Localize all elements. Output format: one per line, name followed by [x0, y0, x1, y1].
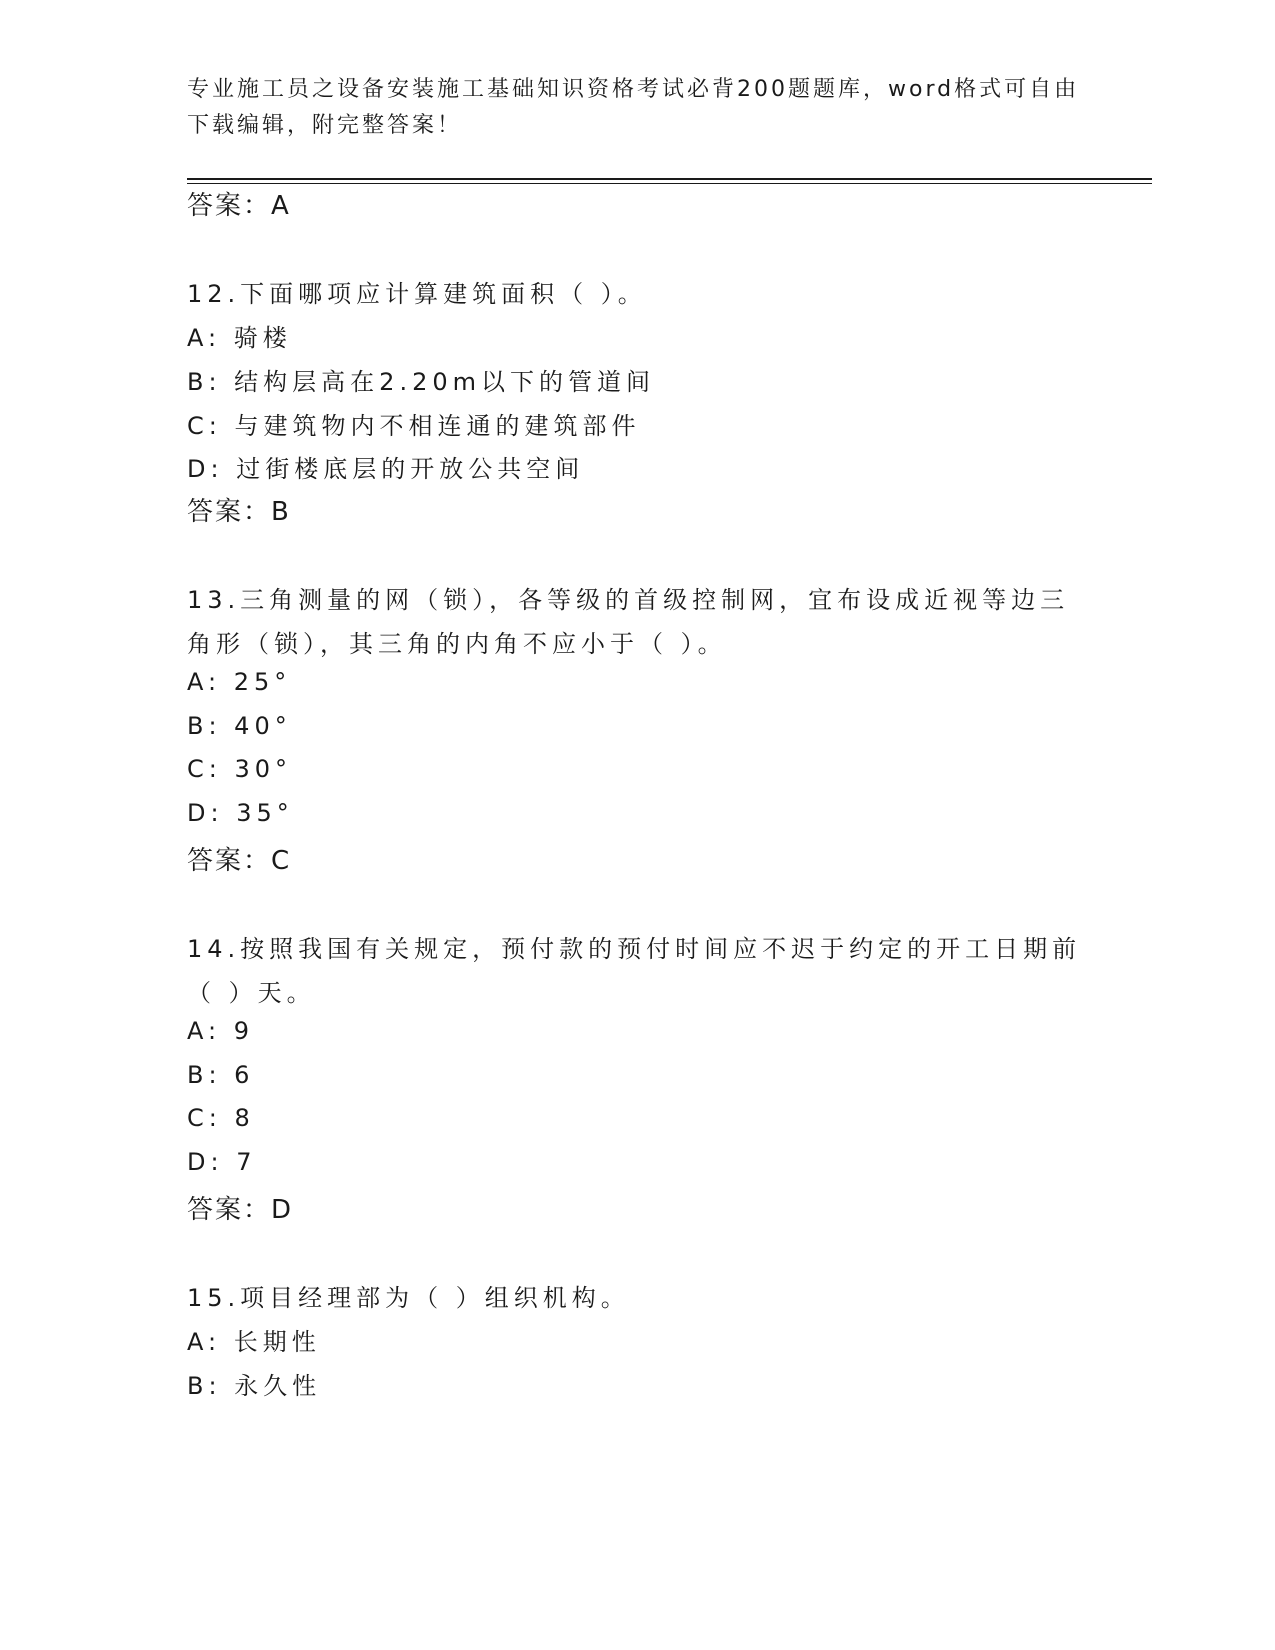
question-13-option-a: A: 25°: [187, 668, 292, 696]
question-14-option-a: A: 9: [187, 1017, 254, 1045]
question-14-stem-line-2: （ ）天。: [187, 979, 316, 1007]
question-13-option-c: C: 30°: [187, 755, 293, 783]
header-line-1: 专业施工员之设备安装施工基础知识资格考试必背200题题库，word格式可自由: [187, 77, 1080, 102]
question-14-stem-line-1: 14.按照我国有关规定，预付款的预付时间应不迟于约定的开工日期前: [187, 935, 1082, 963]
question-14-answer: 答案：D: [187, 1195, 294, 1225]
question-12-option-c: C: 与建筑物内不相连通的建筑部件: [187, 412, 641, 440]
question-14-option-d: D: 7: [187, 1148, 257, 1176]
header-divider-thick: [187, 178, 1152, 180]
question-13-option-d: D: 35°: [187, 799, 294, 827]
header-divider-thin: [187, 183, 1152, 184]
header-line-2: 下载编辑，附完整答案！: [187, 113, 463, 138]
question-12-answer: 答案：B: [187, 497, 291, 527]
question-12-option-b: B: 结构层高在2.20m以下的管道间: [187, 368, 655, 396]
question-14-option-b: B: 6: [187, 1061, 255, 1089]
question-13-stem-line-1: 13.三角测量的网（锁），各等级的首级控制网，宜布设成近视等边三: [187, 586, 1070, 614]
document-header: [187, 72, 1087, 144]
question-12-option-d: D: 过街楼底层的开放公共空间: [187, 455, 585, 483]
question-15-option-b: B: 永久性: [187, 1372, 322, 1400]
question-12-stem: 12.下面哪项应计算建筑面积（ ）。: [187, 280, 647, 308]
question-15-option-a: A: 长期性: [187, 1328, 321, 1356]
question-15-stem: 15.项目经理部为（ ）组织机构。: [187, 1284, 630, 1312]
question-13-answer: 答案：C: [187, 846, 292, 876]
answer-11: 答案：A: [187, 191, 291, 221]
question-13-option-b: B: 40°: [187, 712, 292, 740]
question-13-stem-line-2: 角形（锁），其三角的内角不应小于（ ）。: [187, 630, 727, 658]
question-12-option-a: A: 骑楼: [187, 324, 292, 352]
question-14-option-c: C: 8: [187, 1104, 255, 1132]
